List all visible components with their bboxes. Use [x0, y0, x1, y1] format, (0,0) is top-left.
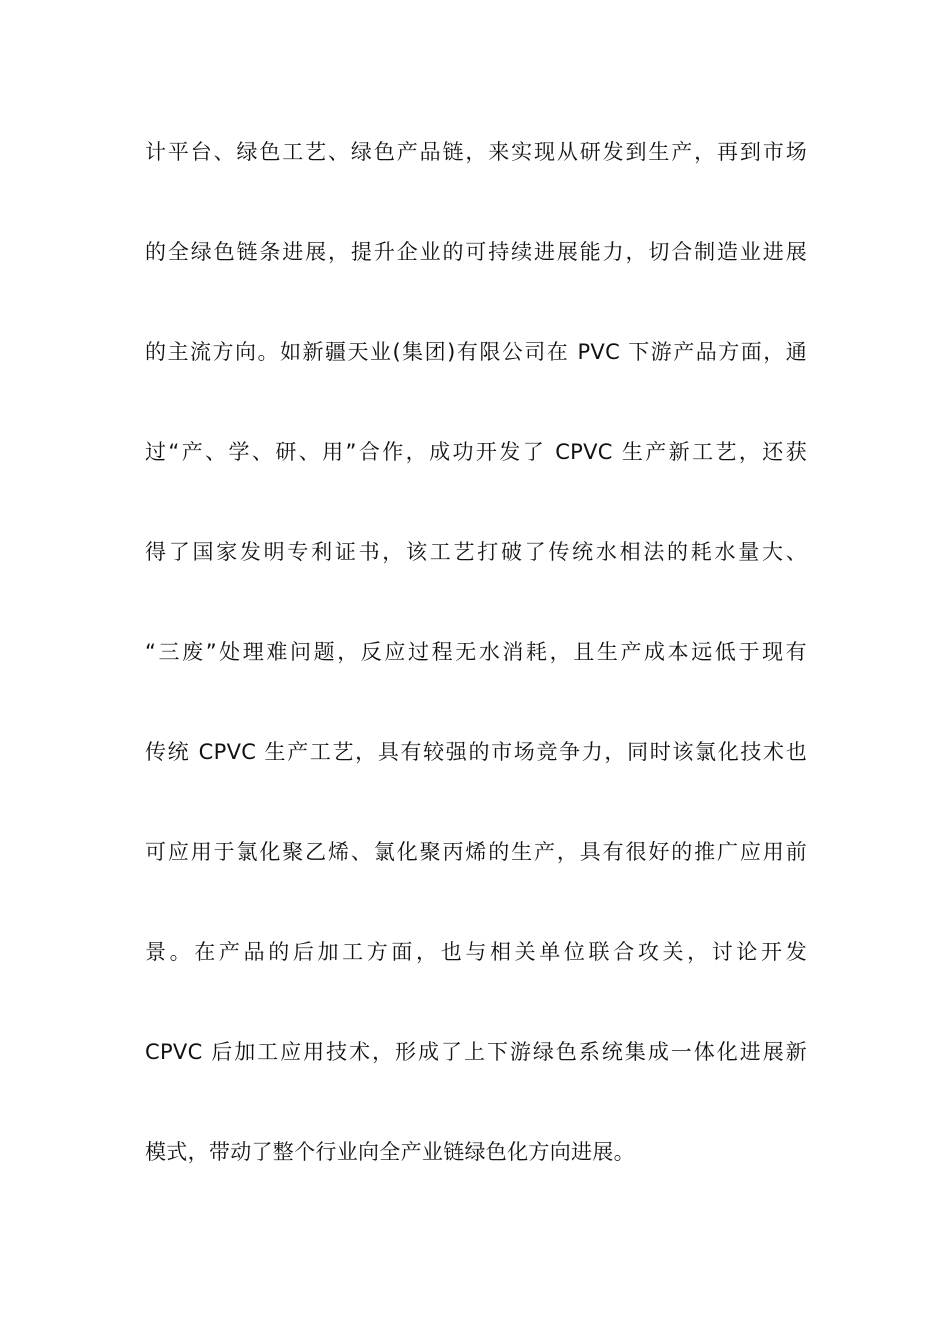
- text-line-7: 传统 CPVC 生产工艺，具有较强的市场竞争力，同时该氯化技术也: [145, 740, 807, 764]
- text-line-3: 的主流方向。如新疆天业(集团)有限公司在 PVC 下游产品方面，通: [145, 340, 807, 364]
- text-line-8: 可应用于氯化聚乙烯、氯化聚丙烯的生产，具有很好的推广应用前: [145, 840, 807, 864]
- text-line-2: 的全绿色链条进展，提升企业的可持续进展能力，切合制造业进展: [145, 240, 807, 264]
- body-paragraph: [145, 130, 807, 1230]
- text-line-10: CPVC 后加工应用技术，形成了上下游绿色系统集成一体化进展新: [145, 1040, 807, 1064]
- text-line-4: 过“产、学、研、用”合作，成功开发了 CPVC 生产新工艺，还获: [145, 440, 807, 464]
- text-line-5: 得了国家发明专利证书，该工艺打破了传统水相法的耗水量大、: [145, 540, 807, 564]
- text-line-9: 景。在产品的后加工方面，也与相关单位联合攻关，讨论开发: [145, 940, 807, 964]
- text-line-11: 模式，带动了整个行业向全产业链绿色化方向进展。: [145, 1140, 635, 1164]
- text-line-1: 计平台、绿色工艺、绿色产品链，来实现从研发到生产，再到市场: [145, 140, 807, 164]
- text-line-6: “三废”处理难问题，反应过程无水消耗，且生产成本远低于现有: [145, 640, 807, 664]
